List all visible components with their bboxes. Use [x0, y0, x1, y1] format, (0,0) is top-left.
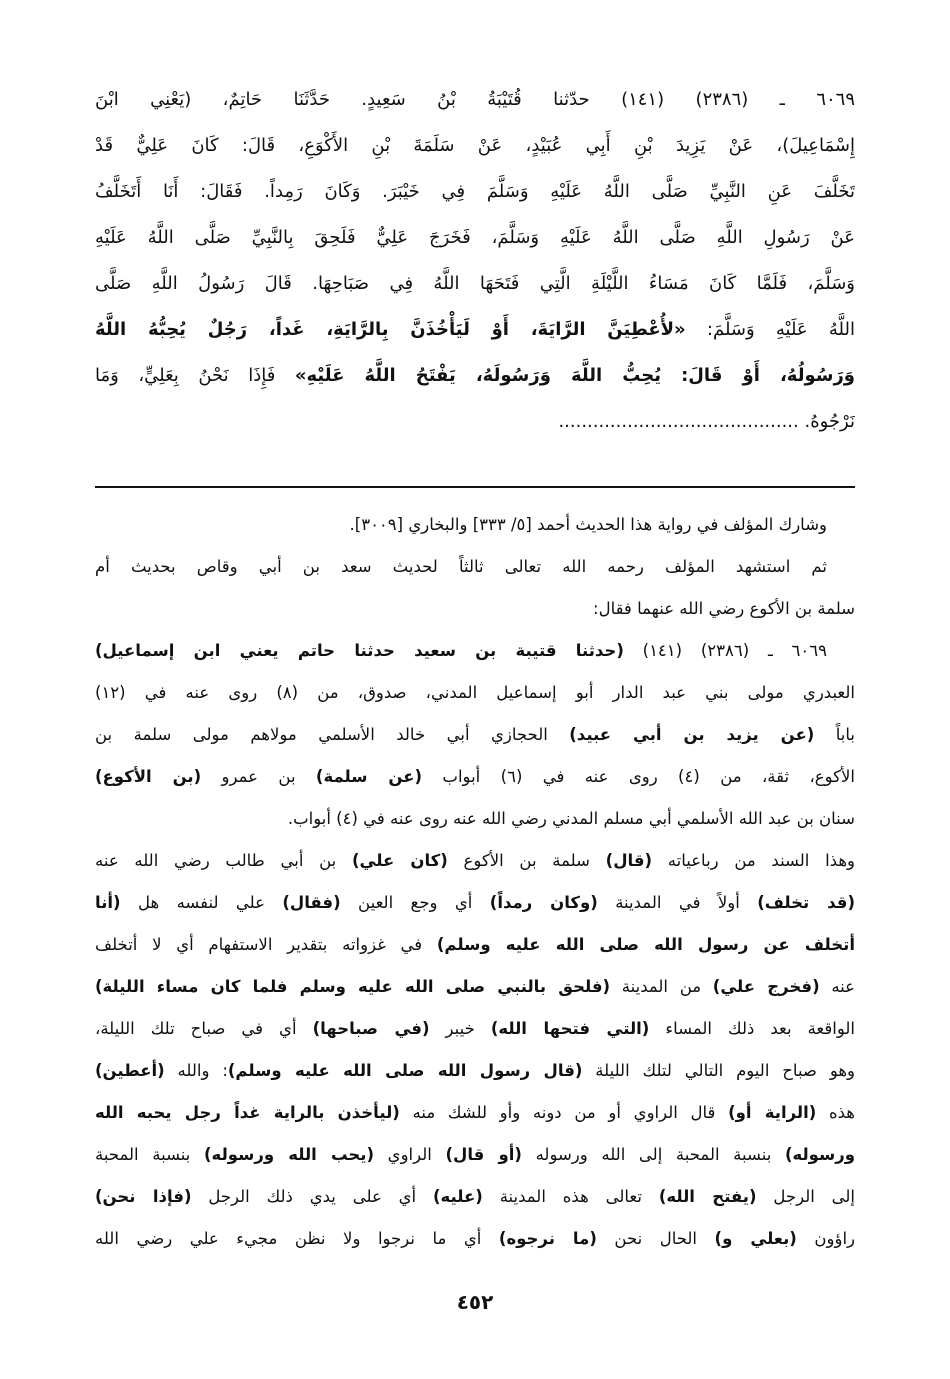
commentary-line: [95, 504, 855, 546]
text-segment: عَنْ رَسُولِ اللَّهِ صَلَّى اللَّهُ عَلَيْهِ وَسَلَّمَ، فَخَرَجَ عَلِيٌّ فَلَحِقَ بِالنَّبِيِّ صَلَّى اللَّهُ عَلَيْهِ: [95, 227, 855, 248]
bold-text-segment: وَرَسُولُهُ، أَوْ قَالَ: يُحِبُّ اللَّهَ وَرَسُولَهُ، يَفْتَحُ اللَّهُ عَلَيْهِ»: [294, 365, 855, 386]
text-segment: الأكوع، ثقة، من (٤) روى عنه في (٦) أبواب: [422, 767, 855, 786]
text-segment: ٦٠٦٩ ـ (٢٣٨٦) (١٤١): [623, 641, 827, 660]
hadith-line: [95, 215, 855, 261]
text-segment: باباً: [814, 725, 855, 744]
text-segment: ٦٠٦٩ ـ (٢٣٨٦) (١٤١) حدّثنا قُتَيْبَةُ بْنُ سَعِيدٍ. حَدَّثَنَا حَاتِمٌ، (يَعْنِي ابْنَ: [95, 89, 855, 110]
bold-text-segment: (وكان رمداً): [489, 893, 598, 912]
text-segment: هذه: [816, 1103, 855, 1122]
commentary-line: [95, 1218, 855, 1260]
commentary-line: [95, 546, 855, 588]
text-segment: بن عمرو: [201, 767, 316, 786]
commentary-line: [95, 1050, 855, 1092]
text-segment: وهو صباح اليوم التالي لتلك الليلة: [582, 1061, 855, 1080]
bold-text-segment: (يحب الله ورسوله): [204, 1145, 375, 1164]
bold-text-segment: أتخلف عن رسول الله صلى الله عليه وسلم): [436, 935, 855, 954]
text-segment: العبدري مولى بني عبد الدار أبو إسماعيل المدني، صدوق، من (٨) روى عنه في (١٢): [95, 683, 855, 702]
bold-text-segment: (عليه): [433, 1187, 483, 1206]
bold-text-segment: (قال رسول الله صلى الله عليه وسلم): [227, 1061, 583, 1080]
text-segment: من المدينة: [610, 977, 713, 996]
bold-text-segment: (فخرج علي): [712, 977, 820, 996]
text-segment: في غزواته بتقدير الاستفهام أي لا أتخلف: [95, 935, 437, 954]
bold-text-segment: (يفتح الله): [658, 1187, 757, 1206]
text-segment: عنه: [819, 977, 855, 996]
bold-text-segment: (بن الأكوع): [95, 767, 202, 786]
text-segment: تَخَلَّفَ عَنِ النَّبِيِّ صَلَّى اللَّهُ عَلَيْهِ وَسَلَّمَ فِي خَيْبَرَ. وَكَانَ رَمِداً. فَقَالَ: أَنَا أَتَخَلَّفُ: [95, 181, 855, 202]
commentary-line: [95, 924, 855, 966]
text-segment: وشارك المؤلف في رواية هذا الحديث أحمد [٥/ ٣٣٣] والبخاري [٣٠٠٩].: [349, 515, 827, 534]
bold-text-segment: (الراية أو): [728, 1103, 817, 1122]
bold-text-segment: (عن سلمة): [315, 767, 423, 786]
hadith-line: [95, 353, 855, 399]
hadith-text: [95, 77, 855, 445]
bold-text-segment: (ليأخذن بالراية غداً رجل يحبه الله: [95, 1103, 400, 1122]
hadith-line: [95, 169, 855, 215]
page-number: ٤٥٢: [456, 1290, 494, 1314]
bold-text-segment: ورسوله): [784, 1145, 855, 1164]
text-segment: خيبر: [429, 1019, 491, 1038]
text-segment: علي لنفسه هل: [120, 893, 283, 912]
text-segment: : والله: [164, 1061, 228, 1080]
commentary-line: [95, 588, 855, 630]
text-segment: أي على يدي ذلك الرجل: [191, 1187, 433, 1206]
separator-rule: [95, 486, 855, 488]
bold-text-segment: (فلحق بالنبي صلى الله عليه وسلم فلما كان مساء الليلة): [95, 977, 611, 996]
text-segment: سلمة بن الأكوع رضي الله عنهما فقال:: [593, 599, 855, 618]
commentary-line: [95, 756, 855, 798]
hadith-line: [95, 123, 855, 169]
text-segment: إلى الرجل: [756, 1187, 855, 1206]
bold-text-segment: (كان علي): [351, 851, 448, 870]
text-segment: أي وجع العين: [340, 893, 490, 912]
bold-text-segment: (التي فتحها الله): [490, 1019, 650, 1038]
commentary-line: [95, 882, 855, 924]
commentary-line: [95, 714, 855, 756]
bold-text-segment: (عن يزيد بن أبي عبيد): [569, 725, 815, 744]
text-segment: بن أبي طالب رضي الله عنه: [95, 851, 352, 870]
text-segment: الحجازي أبي خالد الأسلمي مولاهم مولى سلمة بن: [95, 725, 570, 744]
text-segment: ثم استشهد المؤلف رحمه الله تعالى ثالثاً لحديث سعد بن أبي وقاص بحديث أم: [95, 557, 827, 576]
hadith-line: [95, 77, 855, 123]
text-segment: تعالى هذه المدينة: [482, 1187, 659, 1206]
text-segment: أي في صباح تلك الليلة،: [95, 1019, 313, 1038]
text-segment: أولاً في المدينة: [597, 893, 758, 912]
bold-text-segment: «لأُعْطِيَنَّ الرَّايَةَ، أَوْ لَيَأْخُذَنَّ بِالرَّايَةِ، غَداً، رَجُلٌ يُحِبُّهُ اللَّهُ: [95, 319, 686, 340]
text-segment: سنان بن عبد الله الأسلمي أبي مسلم المدني رضي الله عنه روى عنه في (٤) أبواب.: [287, 809, 855, 828]
text-segment: وهذا السند من رباعياته: [652, 851, 855, 870]
bold-text-segment: (قال): [605, 851, 653, 870]
text-segment: وَسَلَّمَ، فَلَمَّا كَانَ مَسَاءُ اللَّيْلَةِ الَّتِي فَتَحَهَا اللَّهُ فِي صَبَاحِهَا. قَالَ رَسُولُ اللَّهِ صَلَّى: [95, 273, 855, 294]
bold-text-segment: (في صباحها): [312, 1019, 430, 1038]
text-segment: فَإِذَا نَحْنُ بِعَلِيٍّ، وَمَا: [95, 365, 295, 386]
text-segment: أي ما نرجوا ولا نظن مجيء علي رضي الله: [95, 1229, 499, 1248]
bold-text-segment: (حدثنا قتيبة بن سعيد حدثنا حاتم يعني ابن إسماعيل): [95, 641, 624, 660]
text-segment: بنسبة المحبة: [95, 1145, 205, 1164]
commentary-line: [95, 1134, 855, 1176]
text-segment: الواقعة بعد ذلك المساء: [649, 1019, 855, 1038]
bold-text-segment: (بعلي و): [714, 1229, 797, 1248]
bold-text-segment: (قد تخلف): [757, 893, 855, 912]
bold-text-segment: (أو قال): [445, 1145, 522, 1164]
hadith-line: [95, 307, 855, 353]
text-segment: الراوي: [374, 1145, 446, 1164]
text-segment: إِسْمَاعِيلَ)، عَنْ يَزِيدَ بْنِ أَبِي عُبَيْدٍ، عَنْ سَلَمَةَ بْنِ الأَكْوَعِ، قَالَ: كَانَ عَلِيٌّ قَدْ: [95, 135, 855, 156]
text-segment: نَرْجُوهُ. ..........................................: [558, 411, 855, 432]
bold-text-segment: (أنا: [95, 893, 121, 912]
commentary-line: [95, 630, 855, 672]
text-segment: قال الراوي أو من دونه وأو للشك منه: [399, 1103, 729, 1122]
commentary-line: [95, 798, 855, 840]
hadith-line: [95, 399, 855, 445]
bold-text-segment: (فقال): [282, 893, 341, 912]
commentary-line: [95, 672, 855, 714]
bold-text-segment: (ما نرجوه): [498, 1229, 597, 1248]
text-segment: راؤون: [796, 1229, 855, 1248]
commentary-line: [95, 840, 855, 882]
commentary-line: [95, 966, 855, 1008]
bold-text-segment: (أعطين): [95, 1061, 165, 1080]
text-segment: الحال نحن: [596, 1229, 715, 1248]
text-segment: بنسبة المحبة إلى الله ورسوله: [521, 1145, 785, 1164]
commentary-text: [95, 504, 855, 1260]
commentary-line: [95, 1092, 855, 1134]
bold-text-segment: (فإذا نحن): [95, 1187, 192, 1206]
text-segment: اللَّهُ عَلَيْهِ وَسَلَّمَ:: [685, 319, 855, 340]
commentary-line: [95, 1176, 855, 1218]
text-segment: سلمة بن الأكوع: [447, 851, 606, 870]
commentary-line: [95, 1008, 855, 1050]
hadith-line: [95, 261, 855, 307]
